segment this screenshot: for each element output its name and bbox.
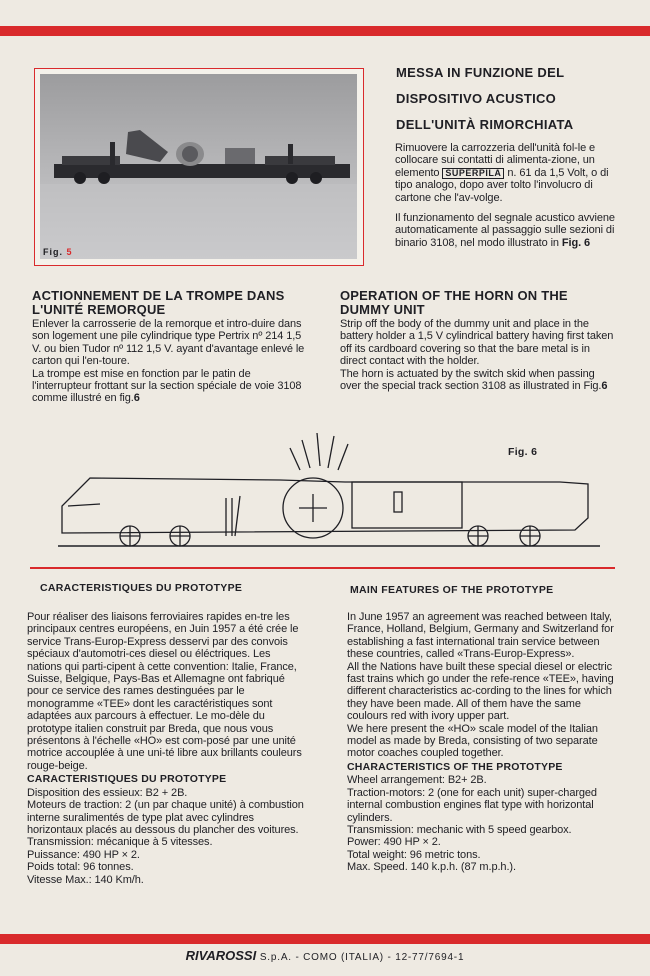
prototype-fr-text: Pour réaliser des liaisons ferroviaires rapides en-tre les principaux centres européens, en Juin 1957 a été crée le service Trans-Europ-Express desservi par des convois spéciaux d'automotri-ces diesel ou éléctriques. Les nations qui parti-cipent à cette convention: Italie, France, Suisse, Belgique, Pays-Bas et Allemagne ont fabriqué pour ce service des rames destinguées par le monogramme «TEE» dont les caractéristiques sont adaptées aux parcours à effectuer. Le mo-dèle du prototype italien construit par Breda, que nous vous présentons à l'échelle «HO» est com-posé par une unité motrice accouplée à une uni-té libre aux brillants couleurs rouge-beige. CARACTERISTIQUES DU PROTOTYPE Disposition des essieux: B2 + 2B. Moteurs de traction: 2 (un par chaque unité) à combustion interne suralimentés de type plat avec cylindres horizontaux placés au dessous du plancher des voitures. Transmission: mécanique à 5 vitesses. Puissance: 490 HP × 2. Poids total: 96 tonnes. Vitesse Max.: 140 Km/h. (27, 611, 304, 886)
rivarossi-logo: RIVAROSSI (185, 948, 257, 963)
prototype-fr-spec: Vitesse Max.: 140 Km/h. (27, 873, 144, 886)
horn-diagram (40, 418, 620, 558)
figure-6-label: Fig. 6 (508, 446, 538, 458)
prototype-en-spec: Max. Speed. 140 k.p.h. (87 m.p.h.). (347, 861, 516, 874)
top-red-band (0, 26, 650, 36)
prototype-en-spec: Transmission: mechanic with 5 speed gearbox. (347, 823, 572, 836)
prototype-en-spec: Wheel arrangement: B2+ 2B. (347, 774, 487, 787)
figure-5-label: Fig. 5 (43, 247, 73, 257)
wheels (120, 526, 540, 546)
prototype-fr-spec: Puissance: 490 HP × 2. (27, 848, 140, 861)
horn-sound-marks (290, 433, 348, 470)
prototype-fr-spec: Disposition des essieux: B2 + 2B. (27, 786, 188, 799)
french-title: ACTIONNEMENT DE LA TROMPE DANS L'UNITÉ REMORQUE (32, 288, 285, 317)
italian-text: Rimuovere la carrozzeria dell'unità fol-le e collocare sui contatti di alimenta-zione, un elemento SUPERPILA n. 61 da 1,5 Volt, o di tipo analogo, dopo aver tolto l'involucro di cartone che l'av-volge. Il funzionamento del segnale acustico avviene automaticamente al passaggio sulle sezioni di binario 3108, nel modo illustrato in Fig. 6 (395, 142, 615, 249)
prototype-fr-heading: CARACTERISTIQUES DU PROTOTYPE (40, 582, 243, 594)
prototype-en-spec: Traction-motors: 2 (one for each unit) super-charged internal combustion engines flat type with horizontal cylinders. (347, 786, 597, 824)
section-divider (30, 567, 615, 569)
prototype-fr-spec: Transmission: mécanique à 5 vitesses. (27, 836, 213, 849)
english-text: Strip off the body of the dummy unit and place in the battery holder a 1,5 V cylindrical battery having first taken off its cardboard covering so that the bare metal is in direct contact with the holder. The horn is actuated by the switch skid when passing over the special track section 3108 as illustrated in Fig.6 (340, 318, 614, 393)
prototype-en-subheading: CHARACTERISTICS OF THE PROTOTYPE (347, 760, 563, 773)
prototype-en-spec: Total weight: 96 metric tons. (347, 848, 481, 861)
prototype-fr-subheading: CARACTERISTIQUES DU PROTOTYPE (27, 773, 227, 786)
figure-5-frame (34, 68, 364, 266)
english-title: OPERATION OF THE HORN ON THE DUMMY UNIT (340, 288, 568, 317)
prototype-fr-spec: Poids total: 96 tonnes. (27, 861, 134, 874)
prototype-en-heading: MAIN FEATURES OF THE PROTOTYPE (350, 584, 554, 596)
superpila-brand-mark: SUPERPILA (442, 168, 504, 179)
locomotive-photo (40, 74, 357, 259)
footer-text: S.p.A. - COMO (ITALIA) - 12-77/7694-1 (259, 952, 465, 963)
italian-title: MESSA IN FUNZIONE DEL DISPOSITIVO ACUSTICO DELL'UNITÀ RIMORCHIATA (396, 65, 574, 132)
french-text: Enlever la carrosserie de la remorque et intro-duire dans son logement une pile cylindrique type Pertrix nº 214 1,5 V. ou bien Tudor nº 112 1,5 V. ayant d'avantage enlevé le carton qui l'en-toure. La trompe est mise en fonction par le patin de l'interrupteur frottant sur la section spéciale de voie 3108 comme illustré en fig.6 (32, 318, 305, 405)
footer (0, 948, 650, 963)
prototype-en-spec: Power: 490 HP × 2. (347, 836, 441, 849)
prototype-fr-spec: Moteurs de traction: 2 (un par chaque unité) à combustion interne suralimentés de type plat avec cylindres horizontaux placés au dessous du plancher des voitures. (27, 799, 304, 836)
prototype-en-text: In June 1957 an agreement was reached between Italy, France, Holland, Belgium, Germany and Switzerland for establishing a fast international train service between these countries, called «Trans-Europ-Express». All the Nations have built these special diesel or electric fast trains which go under the refe-rence «TEE», having different characteristics ac-cording to the lines for which they have been made. All of them have the same coulours red with ivory upper part. We here present the «HO» scale model of the Italian model as made by Breda, consisting of two separate motor coaches coupled together. CHARACTERISTICS OF THE PROTOTYPE Wheel arrangement: B2+ 2B. Traction-motors: 2 (one for each unit) super-charged internal combustion engines flat type with horizontal cylinders. Transmission: mechanic with 5 speed gearbox. Power: 490 HP × 2. Total weight: 96 metric tons. Max. Speed. 140 k.p.h. (87 m.p.h.). (347, 611, 623, 874)
bottom-red-band (0, 934, 650, 944)
